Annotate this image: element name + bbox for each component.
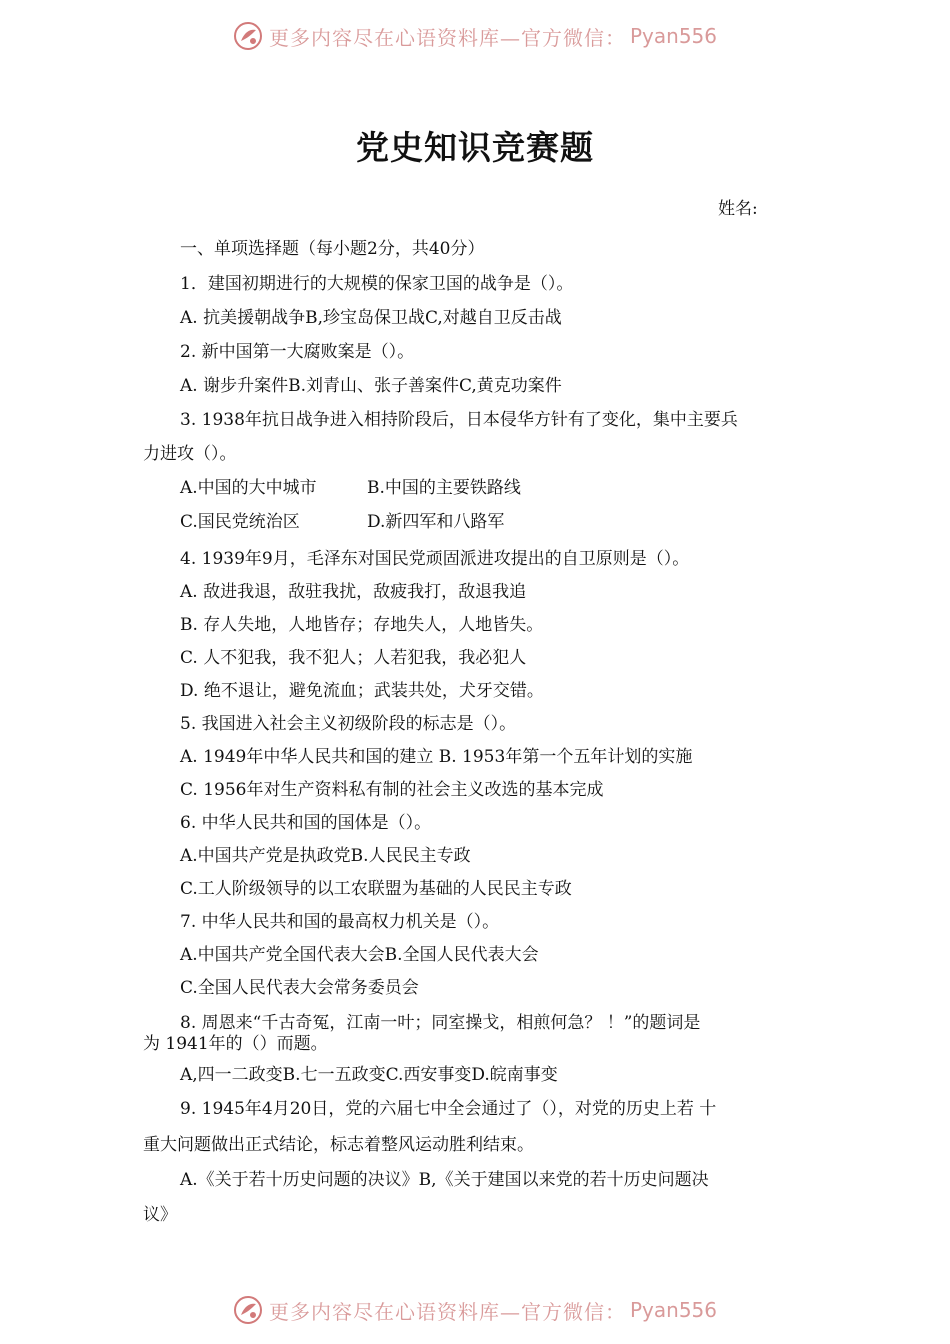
question-3-line-2: 力进攻（）。 <box>143 444 237 464</box>
question-5-options-ab: A. 1949年中华人民共和国的建立 B. 1953年第一个五年计划的实施 <box>180 747 693 767</box>
question-4: 4. 1939年9月，毛泽东对国民党顽固派进攻提出的自卫原则是（）。 <box>180 549 690 569</box>
question-3-option-b: B.中国的主要铁路线 <box>367 478 521 498</box>
brand-logo-icon <box>233 1295 263 1325</box>
question-5-option-c: C. 1956年对生产资料私有制的社会主义改选的基本完成 <box>180 780 604 800</box>
question-4-option-b: B. 存人失地，人地皆存；存地失人，人地皆失。 <box>180 615 544 635</box>
question-8-options: A,四一二政变B.七一五政变C.西安事变D.皖南事变 <box>180 1065 558 1085</box>
page-title: 党史知识竞赛题 <box>356 128 594 167</box>
question-8-line-1: 8. 周恩来“千古奇冤，江南一叶；同室操戈，相煎何急？ ！”的题词是 <box>180 1013 701 1033</box>
question-4-option-d: D. 绝不退让，避免流血；武装共处，犬牙交错。 <box>180 681 544 701</box>
question-3-line-1: 3. 1938年抗日战争进入相持阶段后，日本侵华方针有了变化，集中主要兵 <box>180 410 738 430</box>
question-4-option-c: C. 人不犯我，我不犯人；人若犯我，我必犯人 <box>180 648 527 668</box>
question-9-line-1: 9. 1945年4月20日，党的六届七中全会通过了（），对党的历史上若 十 <box>180 1099 717 1119</box>
banner-text: 更多内容尽在心语资料库—官方微信： <box>268 25 626 50</box>
question-1-options: A. 抗美援朝战争B,珍宝岛保卫战C,对越自卫反击战 <box>180 308 562 328</box>
question-8-line-2: 为 1941年的（）而题。 <box>143 1034 328 1054</box>
question-6-options-ab: A.中国共产党是执政党B.人民民主专政 <box>180 846 471 866</box>
question-6-option-c: C.工人阶级领导的以工农联盟为基础的人民民主专政 <box>180 879 572 899</box>
banner-wechat-id: Pyan556 <box>629 1298 717 1322</box>
question-9-option-line-1: A.《关于若十历史问题的决议》B,《关于建国以来党的若十历史问题决 <box>180 1170 709 1190</box>
question-3-option-a: A.中国的大中城市 <box>180 478 317 498</box>
question-2-options: A. 谢步升案件B.刘青山、张子善案件C,黄克功案件 <box>180 376 562 396</box>
brand-logo-icon <box>233 21 263 51</box>
question-3-option-c: C.国民党统治区 <box>180 512 300 532</box>
question-4-option-a: A. 敌进我退，敌驻我扰，敌疲我打，敌退我追 <box>180 582 527 602</box>
question-7: 7. 中华人民共和国的最高权力机关是（）。 <box>180 912 500 932</box>
footer-watermark-banner <box>0 1288 950 1332</box>
question-1: 1．建国初期进行的大规模的保家卫国的战争是（）。 <box>180 274 574 294</box>
question-9-option-line-2: 议》 <box>143 1205 177 1225</box>
question-2: 2. 新中国第一大腐败案是（）。 <box>180 342 415 362</box>
question-3-option-d: D.新四军和八路军 <box>367 512 505 532</box>
header-watermark-banner <box>0 14 950 58</box>
name-label: 姓名: <box>718 199 758 219</box>
question-9-line-2: 重大问题做出正式结论，标志着整风运动胜利结束。 <box>143 1135 534 1155</box>
question-7-option-c: C.全国人民代表大会常务委员会 <box>180 978 419 998</box>
banner-wechat-id: Pyan556 <box>629 24 717 48</box>
question-7-options-ab: A.中国共产党全国代表大会B.全国人民代表大会 <box>180 945 539 965</box>
question-5: 5. 我国进入社会主义初级阶段的标志是（）。 <box>180 714 517 734</box>
section-heading: 一、单项选择题（每小题2分，共40分） <box>180 239 485 259</box>
banner-text: 更多内容尽在心语资料库—官方微信： <box>268 1299 626 1324</box>
question-6: 6. 中华人民共和国的国体是（）。 <box>180 813 432 833</box>
